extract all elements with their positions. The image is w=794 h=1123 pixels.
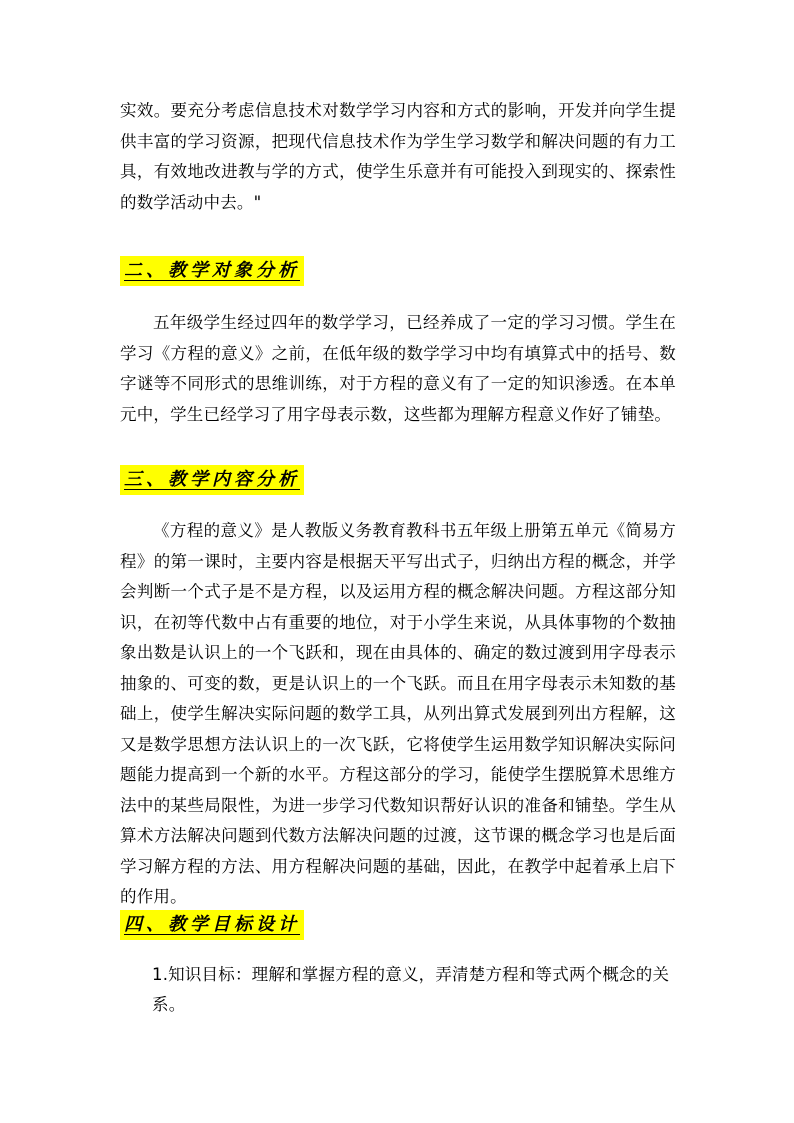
heading-text: 二、教学对象分析 [124,260,300,281]
paragraph-intro-continuation: 实效。要充分考虑信息技术对数学学习内容和方式的影响，开发并向学生提供丰富的学习资源，把现代信息技术作为学生学习数学和解决问题的有力工具，有效地改进教与学的方式，使学生乐意并有可能投入到现实的、探索性的数学活动中去。" [120,101,676,212]
heading-text: 三、教学内容分析 [124,469,300,490]
paragraph-teaching-content-analysis: 《方程的意义》是人教版义务教育教科书五年级上册第五单元《简易方程》的第一课时，主要内容是根据天平写出式子，归纳出方程的概念，并学会判断一个式子是不是方程，以及运用方程的概念解决问题。方程这部分知识，在初等代数中占有重要的地位，对于小学生来说，从具体事物的个数抽象出数是认识上的一个飞跃和，现在由具体的、确定的数过渡到用字母表示抽象的、可变的数，更是认识上的一个飞跃。而且在用字母表示未知数的基础上，使学生解决实际问题的数学工具，从列出算式发展到列出方程解，这又是数学思想方法认识上的一次飞跃，它将使学生运用数学知识解决实际问题能力提高到一个新的水平。方程这部分的学习，能使学生摆脱算术思维方法中的某些局限性，为进一步学习代数知识帮好认识的准备和铺垫。学生从算术方法解决问题到代数方法解决问题的过渡，这节课的概念学习也是后面学习解方程的方法、用方程解决问题的基础，因此，在教学中起着承上启下的作用。 [120,521,676,906]
heading-text: 四、教学目标设计 [124,914,300,935]
section-heading-teaching-goal-design [120,910,304,940]
section-heading-teaching-content-analysis [120,465,304,495]
section-heading-teaching-object-analysis [120,256,304,286]
list-item-knowledge-goal: 1.知识目标：理解和掌握方程的意义，弄清楚方程和等式两个概念的关系。 [152,965,670,1014]
paragraph-teaching-object-analysis: 五年级学生经过四年的数学学习，已经养成了一定的学习习惯。学生在学习《方程的意义》之前，在低年级的数学学习中均有填算式中的括号、数字谜等不同形式的思维训练，对于方程的意义有了一定的知识渗透。在本单元中，学生已经学习了用字母表示数，这些都为理解方程意义作好了铺垫。 [120,313,676,424]
